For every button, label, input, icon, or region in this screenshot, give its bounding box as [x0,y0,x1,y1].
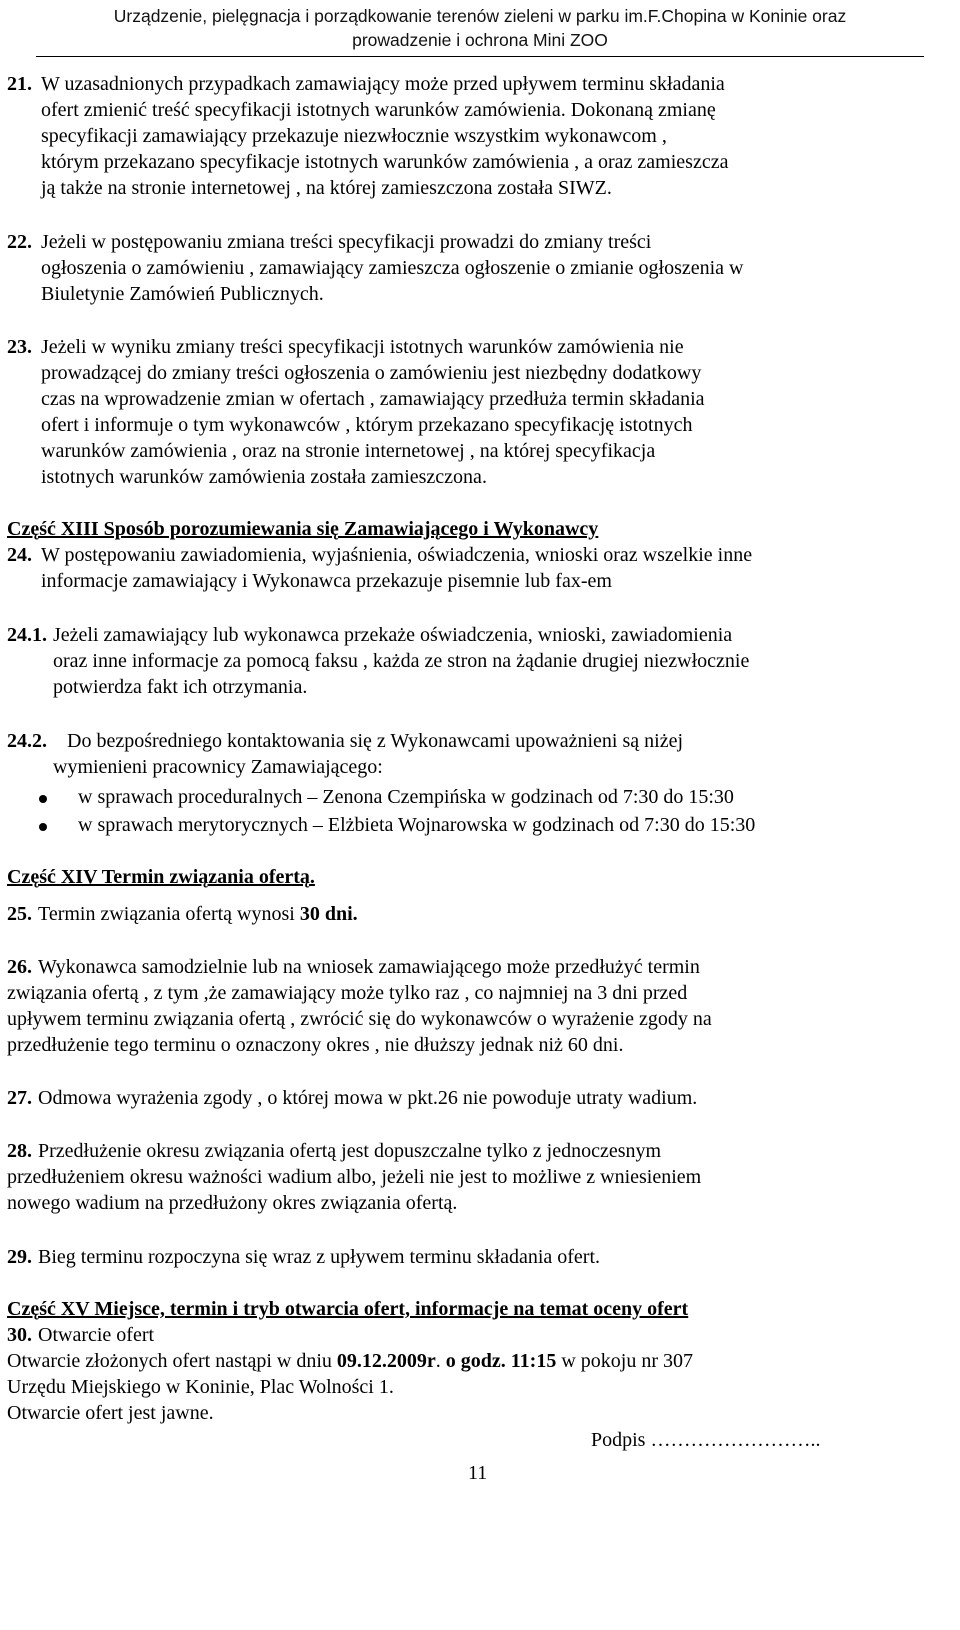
item-26-line3: upływem terminu związania ofertą , zwrócić się do wykonawców o wyrażenie zgody na [7,1008,712,1030]
item-22-line3: Biuletynie Zamówień Publicznych. [41,283,324,305]
bullet-icon [39,795,47,803]
section-xv-heading: Część XV Miejsce, termin i tryb otwarcia ofert, informacje na temat oceny ofert [7,1298,689,1320]
bullet-icon [39,823,47,831]
section-xiii-heading: Część XIII Sposób porozumiewania się Zamawiającego i Wykonawcy [7,518,599,540]
item-25-value: 30 dni. [299,903,358,925]
contact-person-procedural: w sprawach proceduralnych – Zenona Czempińska w godzinach od 7:30 do 15:30 [78,786,734,808]
item-27-text: Odmowa wyrażenia zgody , o której mowa w pkt.26 nie powoduje utraty wadium. [38,1087,698,1109]
item-29-text: Bieg terminu rozpoczyna się wraz z upływem terminu składania ofert. [38,1246,601,1268]
item-30-title: Otwarcie ofert [38,1324,155,1346]
item-21-line3: specyfikacji zamawiający przekazuje niezwłocznie wszystkim wykonawcom , [41,125,667,147]
item-23-line1: Jeżeli w wyniku zmiany treści specyfikacji istotnych warunków zamówienia nie [41,336,684,358]
opening-date-prefix: Otwarcie złożonych ofert nastąpi w dniu [7,1350,337,1372]
item-number-28: 28. [7,1140,32,1162]
item-22-line1: Jeżeli w postępowaniu zmiana treści specyfikacji prowadzi do zmiany treści [41,231,652,253]
item-24-2-line2: wymienieni pracownicy Zamawiającego: [53,756,383,778]
item-25-text [38,903,358,925]
item-23-line4: ofert i informuje o tym wykonawców , którym przekazano specyfikację istotnych [41,414,693,436]
document-header-line1: Urządzenie, pielęgnacja i porządkowanie terenów zieleni w parku im.F.Chopina w Koninie oraz [113,6,847,26]
item-number-21: 21. [7,73,32,95]
item-24-1-line1: Jeżeli zamawiający lub wykonawca przekaże oświadczenia, wnioski, zawiadomienia [53,624,733,646]
item-21-line5: ją także na stronie internetowej , na której zamieszczona została SIWZ. [41,177,612,199]
opening-time: o godz. 11:15 [445,1350,557,1372]
signature-line: Podpis …………………….. [591,1429,821,1451]
section-xiv-heading: Część XIV Termin związania ofertą. [7,866,315,888]
item-26-line4: przedłużenie tego terminu o oznaczony okres , nie dłuższy jednak niż 60 dni. [7,1034,624,1056]
opening-room: w pokoju nr 307 [556,1350,694,1372]
item-number-26: 26. [7,956,32,978]
item-number-24-1: 24.1. [7,624,47,646]
header-divider [36,56,924,57]
item-25-label: Termin związania ofertą wynosi [38,903,300,925]
opening-date-line [7,1350,693,1372]
opening-location: Urzędu Miejskiego w Koninie, Plac Wolności 1. [7,1376,394,1398]
item-24-line1: W postępowaniu zawiadomienia, wyjaśnienia, oświadczenia, wnioski oraz wszelkie inne [41,544,753,566]
item-24-2-line1: Do bezpośredniego kontaktowania się z Wykonawcami upoważnieni są niżej [67,730,684,752]
page-number: 11 [468,1462,488,1484]
item-number-30: 30. [7,1324,32,1346]
item-28-line3: nowego wadium na przedłużony okres związania ofertą. [7,1192,458,1214]
item-24-1-line2: oraz inne informacje za pomocą faksu , każda ze stron na żądanie drugiej niezwłocznie [53,650,750,672]
document-header-line2: prowadzenie i ochrona Mini ZOO [352,30,608,50]
item-28-line2: przedłużeniem okresu ważności wadium albo, jeżeli nie jest to możliwe z wniesieniem [7,1166,702,1188]
item-23-line6: istotnych warunków zamówienia została zamieszczona. [41,466,487,488]
item-21-line1: W uzasadnionych przypadkach zamawiający może przed upływem terminu składania [41,73,725,95]
item-number-22: 22. [7,231,32,253]
item-28-line1: Przedłużenie okresu związania ofertą jest dopuszczalne tylko z jednoczesnym [38,1140,662,1162]
item-number-24-2: 24.2. [7,730,47,752]
opening-date: 09.12.2009r [336,1350,436,1372]
item-23-line3: czas na wprowadzenie zmian w ofertach , zamawiający przedłuża termin składania [41,388,705,410]
item-26-line1: Wykonawca samodzielnie lub na wniosek zamawiającego może przedłużyć termin [38,956,700,978]
item-number-29: 29. [7,1246,32,1268]
item-24-1-line3: potwierdza fakt ich otrzymania. [53,676,308,698]
item-26-line2: związania ofertą , z tym ,że zamawiający może tylko raz , co najmniej na 3 dni przed [7,982,688,1004]
item-22-line2: ogłoszenia o zamówieniu , zamawiający zamieszcza ogłoszenie o zmianie ogłoszenia w [41,257,744,279]
item-number-24: 24. [7,544,32,566]
opening-public-note: Otwarcie ofert jest jawne. [7,1402,214,1424]
item-21-line2: ofert zmienić treść specyfikacji istotnych warunków zamówienia. Dokonaną zmianę [41,99,716,121]
item-21-line4: którym przekazano specyfikacje istotnych warunków zamówienia , a oraz zamieszcza [41,151,729,173]
contact-person-substantive: w sprawach merytorycznych – Elżbieta Wojnarowska w godzinach od 7:30 do 15:30 [78,814,756,836]
item-number-23: 23. [7,336,32,358]
item-24-line2: informacje zamawiający i Wykonawca przekazuje pisemnie lub fax-em [41,570,612,592]
item-23-line2: prowadzącej do zmiany treści ogłoszenia o zamówieniu jest niezbędny dodatkowy [41,362,702,384]
item-23-line5: warunków zamówienia , oraz na stronie internetowej , na której specyfikacja [41,440,656,462]
item-number-25: 25. [7,903,32,925]
opening-date-sep: . [435,1350,446,1372]
item-number-27: 27. [7,1087,32,1109]
